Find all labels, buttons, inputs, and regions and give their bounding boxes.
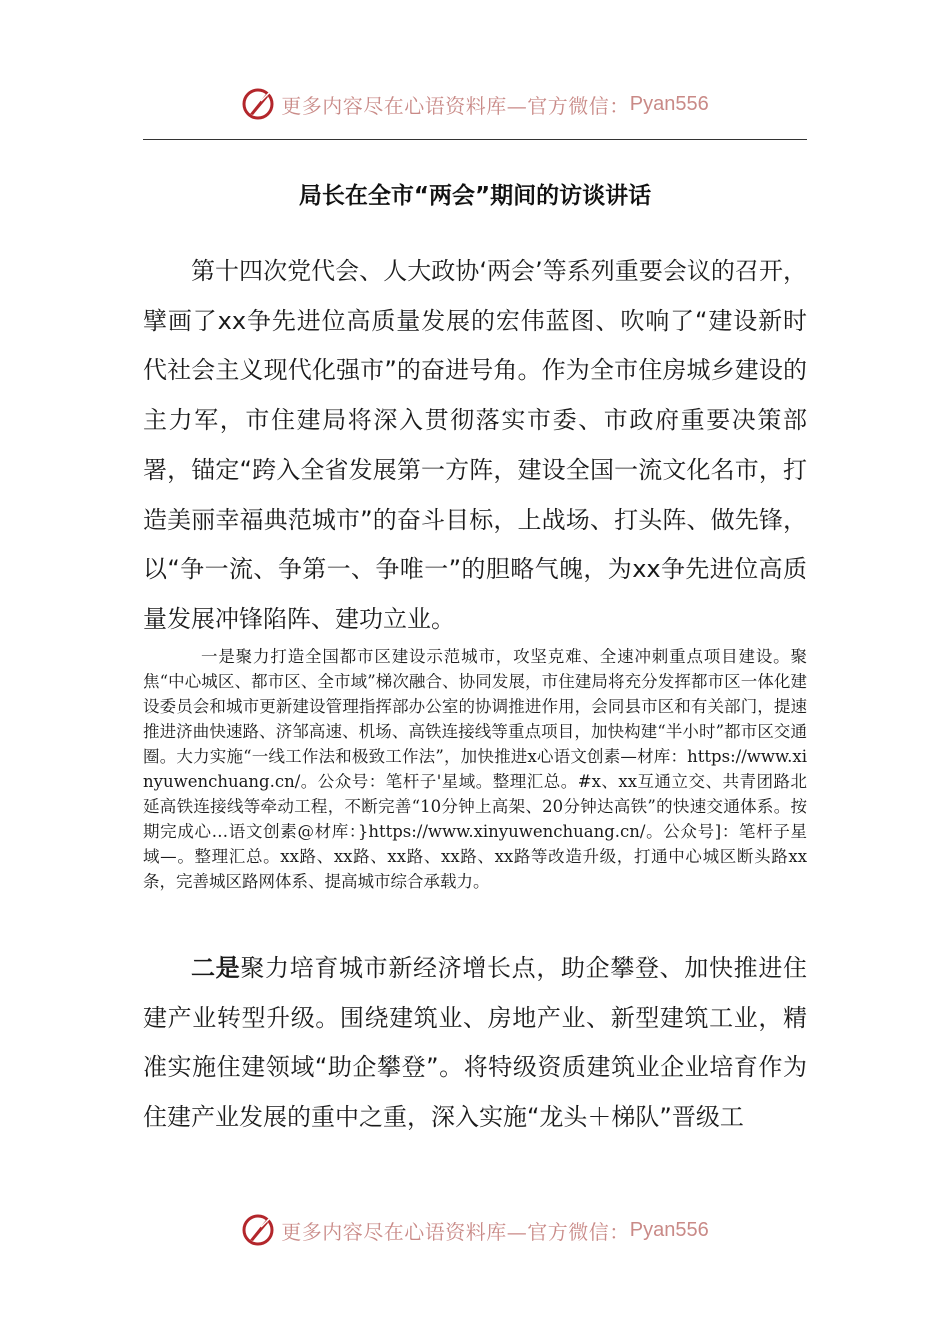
header-banner — [0, 84, 950, 124]
paragraph-point-one: 一是聚力打造全国都市区建设示范城市，攻坚克难、全速冲刺重点项目建设。聚焦“中心城区、都市区、全市域”梯次融合、协同发展，市住建局将充分发挥都市区一体化建设委员会和城市更新建设管理指挥部办公室的协调推进作用，会同县市区和有关部门，提速推进济曲快速路、济邹高速、机场、高铁连接线等重点项目，加快构建“半小时”都市区交通圈。大力实施“一线工作法和极致工作法”，加快推进x心语文创素—材库：https://www.xinyuwenchuang.cn/。公众号：笔杆子'星域。整理汇总。#x、xx互通立交、共青团路北延高铁连接线等牵动工程，不断完善“10分钟上高架、20分钟达高铁”的快速交通体系。按期完成心…语文创素@材库：}https://www.xinyuwenchuang.cn/。公众号]：笔杆子星域—。整理汇总。xx路、xx路、xx路、xx路、xx路等改造升级，打通中心城区断头路xx条，完善城区路网体系、提高城市综合承载力。 — [143, 647, 807, 891]
paragraph-intro: 第十四次党代会、人大政协‘两会’等系列重要会议的召开，擘画了xx争先进位高质量发展的宏伟蓝图、吹响了“建设新时代社会主义现代化强市”的奋进号角。作为全市住房城乡建设的主力军，市住建局将深入贯彻落实市委、市政府重要决策部署，锚定“跨入全省发展第一方阵，建设全国一流文化名市，打造美丽幸福典范城市”的奋斗目标，上战场、打头阵、做先锋，以“争一流、争第一、争唯一”的胆略气魄，为xx争先进位高质量发展冲锋陷阵、建功立业。 — [143, 257, 807, 633]
paragraph-point-two — [143, 944, 807, 1143]
banner-wechat-id: Pyan556 — [629, 92, 709, 115]
footer-banner — [0, 1210, 950, 1250]
banner-text: 更多内容尽在心语资料库—官方微信： — [281, 1219, 630, 1244]
document-title: 局长在全市“两会”期间的访谈讲话 — [298, 183, 652, 209]
quill-logo-icon — [241, 1213, 275, 1247]
banner-wechat-id: Pyan556 — [629, 1218, 709, 1241]
banner-text: 更多内容尽在心语资料库—官方微信： — [281, 93, 630, 118]
header-divider — [143, 139, 807, 140]
paragraph-point-two-body: 聚力培育城市新经济增长点，助企攀登、加快推进住建产业转型升级。围绕建筑业、房地产业、新型建筑工业，精准实施住建领域“助企攀登”。将特级资质建筑业企业培育作为住建产业发展的重中之重，深入实施“龙头＋梯队”晋级工 — [143, 954, 808, 1132]
quill-logo-icon — [241, 87, 275, 121]
paragraph-point-two-lead: 二是 — [191, 954, 241, 982]
